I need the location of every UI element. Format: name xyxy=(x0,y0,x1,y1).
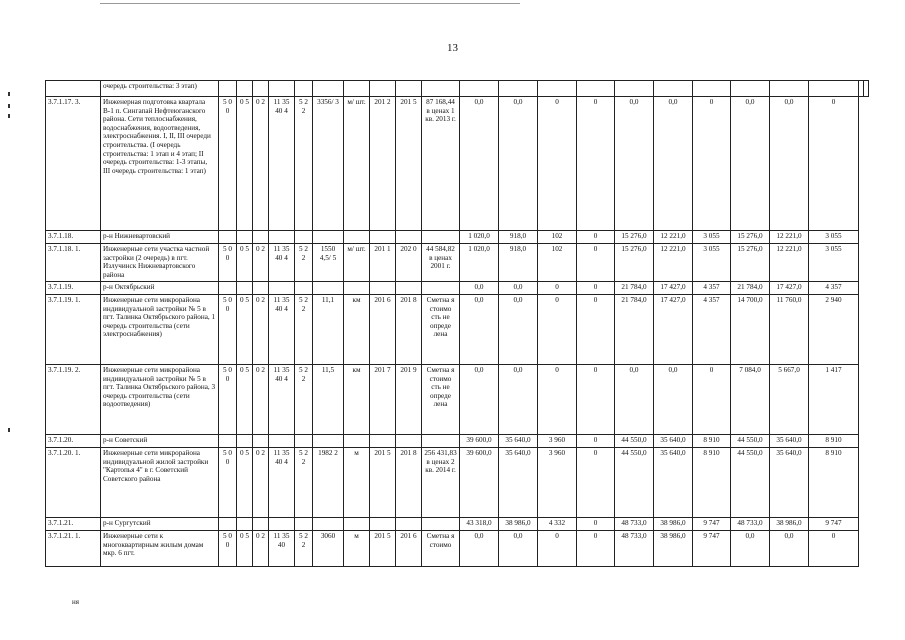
table-cell: 14 700,0 xyxy=(731,295,770,365)
table-cell: Сметна я стоимо сть не опреде лена xyxy=(422,365,460,435)
table-cell xyxy=(313,435,344,448)
table-cell: 0 xyxy=(577,365,615,435)
table-cell xyxy=(370,435,396,448)
table-cell: 5 2 2 xyxy=(295,531,313,567)
table-cell xyxy=(313,231,344,244)
table-cell: м/ шт. xyxy=(344,97,370,231)
table-cell: 11 35 40 xyxy=(269,531,295,567)
table-cell xyxy=(269,231,295,244)
table-cell xyxy=(396,81,422,97)
table-cell xyxy=(370,81,396,97)
table-cell: 2 940 xyxy=(809,295,859,365)
table-row xyxy=(46,295,869,365)
table-cell: 918,0 xyxy=(499,244,538,282)
row-name-cell: р-н Сургутский xyxy=(101,518,219,531)
table-cell xyxy=(422,81,460,97)
table-cell: 0 xyxy=(538,295,577,365)
table-cell xyxy=(237,81,253,97)
table-cell: 0,0 xyxy=(499,531,538,567)
table-cell xyxy=(396,435,422,448)
table-cell: 8 910 xyxy=(809,435,859,448)
table-cell: 102 xyxy=(538,231,577,244)
table-cell: 0 xyxy=(577,282,615,295)
table-cell: 201 8 xyxy=(396,448,422,518)
table-cell: 1982 2 xyxy=(313,448,344,518)
table-cell: 0 xyxy=(809,97,859,231)
table-cell: 48 733,0 xyxy=(731,518,770,531)
table-cell: 35 640,0 xyxy=(499,448,538,518)
table-cell: 102 xyxy=(538,244,577,282)
table-cell xyxy=(654,81,693,97)
table-row xyxy=(46,244,869,282)
table-cell: 35 640,0 xyxy=(654,435,693,448)
table-cell: 8 910 xyxy=(693,435,731,448)
row-code-cell: 3.7.1.18. xyxy=(46,231,101,244)
table-row xyxy=(46,518,869,531)
table-cell: 35 640,0 xyxy=(770,448,809,518)
table-cell: 5 0 0 xyxy=(219,448,237,518)
table-cell: 1 020,0 xyxy=(460,244,499,282)
table-cell: 17 427,0 xyxy=(770,282,809,295)
table-cell: 3060 xyxy=(313,531,344,567)
row-code-cell: 3.7.1.19. xyxy=(46,282,101,295)
table-cell xyxy=(344,282,370,295)
table-cell: 0 xyxy=(577,295,615,365)
table-cell xyxy=(253,231,269,244)
table-cell: 5 2 2 xyxy=(295,244,313,282)
table-cell: км xyxy=(344,295,370,365)
table-cell: 0 2 xyxy=(253,244,269,282)
table-cell: 11 35 40 4 xyxy=(269,244,295,282)
table-cell: 44 584,82 в ценах 2001 г. xyxy=(422,244,460,282)
table-cell xyxy=(237,282,253,295)
table-cell: 201 9 xyxy=(396,365,422,435)
top-scan-rule xyxy=(100,3,520,4)
table-cell: 0 2 xyxy=(253,448,269,518)
table-cell: 1 020,0 xyxy=(460,231,499,244)
table-cell: 3 055 xyxy=(809,231,859,244)
table-cell: 38 986,0 xyxy=(499,518,538,531)
row-code-cell: 3.7.1.17. 3. xyxy=(46,97,101,231)
table-cell xyxy=(295,435,313,448)
table-cell xyxy=(219,435,237,448)
table-cell xyxy=(269,81,295,97)
table-row xyxy=(46,97,869,231)
table-cell: 256 431,83 в ценах 2 кв. 2014 г. xyxy=(422,448,460,518)
row-name-cell: Инженерные сети участка частной застройки (2 очередь) в пгт. Излучинск Нижневартовского района xyxy=(101,244,219,282)
table-cell: 0 5 xyxy=(237,244,253,282)
table-cell xyxy=(460,81,499,97)
table-cell: м xyxy=(344,531,370,567)
row-code-cell xyxy=(46,81,101,97)
table-cell xyxy=(269,282,295,295)
table-cell: 38 986,0 xyxy=(770,518,809,531)
table-cell: 0 2 xyxy=(253,295,269,365)
table-cell: 5 2 2 xyxy=(295,448,313,518)
table-cell: 87 168,44 в ценах 1 кв. 2013 г. xyxy=(422,97,460,231)
table-cell: 11 760,0 xyxy=(770,295,809,365)
table-cell: 8 910 xyxy=(809,448,859,518)
table-cell: 3 960 xyxy=(538,435,577,448)
table-cell: 5 0 0 xyxy=(219,97,237,231)
table-cell: 201 6 xyxy=(370,295,396,365)
table-cell: 0,0 xyxy=(460,365,499,435)
table-cell: 0,0 xyxy=(731,531,770,567)
row-code-cell: 3.7.1.19. 1. xyxy=(46,295,101,365)
table-cell: 201 2 xyxy=(370,97,396,231)
table-cell: 0,0 xyxy=(460,97,499,231)
table-cell: 4 357 xyxy=(693,282,731,295)
table-cell: 8 910 xyxy=(693,448,731,518)
table-cell xyxy=(295,81,313,97)
table-cell: Сметна я стоимо xyxy=(422,531,460,567)
table-cell: 0,0 xyxy=(770,531,809,567)
row-code-cell: 3.7.1.21. 1. xyxy=(46,531,101,567)
row-name-cell: очередь строительства: 3 этап) xyxy=(101,81,219,97)
table-cell: 1 417 xyxy=(809,365,859,435)
table-cell: 0,0 xyxy=(499,295,538,365)
table-cell xyxy=(253,282,269,295)
row-code-cell: 3.7.1.21. xyxy=(46,518,101,531)
table-cell: 0 xyxy=(577,435,615,448)
row-code-cell: 3.7.1.19. 2. xyxy=(46,365,101,435)
table-cell: 11 35 40 4 xyxy=(269,365,295,435)
table-cell xyxy=(269,518,295,531)
table-cell xyxy=(538,81,577,97)
table-cell: 0,0 xyxy=(499,97,538,231)
table-cell: 918,0 xyxy=(499,231,538,244)
table-cell: 0 xyxy=(538,365,577,435)
table-cell: 15 276,0 xyxy=(731,231,770,244)
table-cell: 0,0 xyxy=(654,365,693,435)
table-cell: 21 784,0 xyxy=(615,282,654,295)
table-cell: 201 5 xyxy=(370,448,396,518)
table-cell: м xyxy=(344,448,370,518)
row-name-cell: р-н Нижневартовский xyxy=(101,231,219,244)
table-cell xyxy=(344,81,370,97)
table-cell: 3 055 xyxy=(693,244,731,282)
table-cell: 201 8 xyxy=(396,295,422,365)
table-cell xyxy=(295,282,313,295)
table-cell xyxy=(344,518,370,531)
table-cell xyxy=(295,231,313,244)
table-cell xyxy=(313,518,344,531)
table-cell xyxy=(219,282,237,295)
table-cell: 5 0 0 xyxy=(219,295,237,365)
table-cell: 4 357 xyxy=(809,282,859,295)
table-cell: 9 747 xyxy=(693,518,731,531)
table-cell: 44 550,0 xyxy=(615,435,654,448)
table-cell xyxy=(615,81,654,97)
table-cell: 201 6 xyxy=(396,531,422,567)
table-cell: 0,0 xyxy=(460,282,499,295)
table-cell xyxy=(295,518,313,531)
table-cell: 38 986,0 xyxy=(654,518,693,531)
table-cell xyxy=(219,81,237,97)
row-name-cell: Инженерные сети микрорайона индивидуальной жилой застройки "Картопья 4" в г. Советский Советского района xyxy=(101,448,219,518)
table-cell xyxy=(422,518,460,531)
table-cell xyxy=(253,81,269,97)
table-cell: 11,5 xyxy=(313,365,344,435)
table-cell: 0 xyxy=(693,365,731,435)
table-cell: 43 318,0 xyxy=(460,518,499,531)
table-row xyxy=(46,231,869,244)
row-name-cell: Инженерная подготовка квартала В-1 п. Сингапай Нефтеюганского района. Сети теплоснабжения, водоснабжения, водоотведения, электроснабжения. I, II, III очереди строительства. (I очередь строительства: 1 этап и 4 этап; II очередь строительства: 1-3 этапы, III очередь строительства: 1 этап) xyxy=(101,97,219,231)
table-cell xyxy=(396,518,422,531)
table-row xyxy=(46,282,869,295)
table-row xyxy=(46,81,869,97)
table-cell: 0 xyxy=(538,97,577,231)
table-cell: 0 5 xyxy=(237,531,253,567)
table-cell: 21 784,0 xyxy=(615,295,654,365)
table-cell: 5 2 2 xyxy=(295,97,313,231)
table-cell xyxy=(237,435,253,448)
table-cell: 0,0 xyxy=(460,531,499,567)
table-cell: 4 357 xyxy=(693,295,731,365)
table-cell xyxy=(370,231,396,244)
table-cell: 0 xyxy=(693,97,731,231)
table-cell: 0,0 xyxy=(499,282,538,295)
table-row xyxy=(46,531,869,567)
table-cell: км xyxy=(344,365,370,435)
table-cell: 35 640,0 xyxy=(770,435,809,448)
table-cell: 0 2 xyxy=(253,365,269,435)
table-cell: 5 2 2 xyxy=(295,365,313,435)
margin-mark xyxy=(8,92,10,96)
table-cell xyxy=(313,81,344,97)
table-cell: 0,0 xyxy=(731,97,770,231)
table-cell: 3 055 xyxy=(809,244,859,282)
table-cell: 44 550,0 xyxy=(731,448,770,518)
table-cell xyxy=(370,518,396,531)
table-cell: 0 5 xyxy=(237,295,253,365)
table-cell xyxy=(693,81,731,97)
table-cell xyxy=(731,81,770,97)
table-cell: 0,0 xyxy=(499,365,538,435)
table-cell xyxy=(864,81,869,97)
table-cell: 0 xyxy=(577,231,615,244)
table-cell: 201 5 xyxy=(370,531,396,567)
table-cell: 1550 4,5/ 5 xyxy=(313,244,344,282)
table-cell: 39 600,0 xyxy=(460,435,499,448)
table-cell: 48 733,0 xyxy=(615,518,654,531)
table-cell xyxy=(577,81,615,97)
table-cell: 5 0 0 xyxy=(219,531,237,567)
table-cell: 5 2 2 xyxy=(295,295,313,365)
table-cell: 0,0 xyxy=(770,97,809,231)
table-cell xyxy=(422,435,460,448)
table-cell: 201 1 xyxy=(370,244,396,282)
table-cell: 9 747 xyxy=(809,518,859,531)
table-row xyxy=(46,435,869,448)
table-cell: 5 0 0 xyxy=(219,365,237,435)
row-code-cell: 3.7.1.20. xyxy=(46,435,101,448)
table-cell xyxy=(344,231,370,244)
table-cell: 3 960 xyxy=(538,448,577,518)
row-code-cell: 3.7.1.20. 1. xyxy=(46,448,101,518)
investment-table xyxy=(45,80,869,567)
table-cell: 44 550,0 xyxy=(615,448,654,518)
table-cell: 15 276,0 xyxy=(615,231,654,244)
table-cell: 0,0 xyxy=(460,295,499,365)
table-cell: 12 221,0 xyxy=(654,231,693,244)
table-cell: 202 0 xyxy=(396,244,422,282)
table-row xyxy=(46,448,869,518)
table-cell: 7 084,0 xyxy=(731,365,770,435)
table-cell: 15 276,0 xyxy=(731,244,770,282)
table-cell: 0,0 xyxy=(615,97,654,231)
table-cell xyxy=(422,231,460,244)
table-cell: 39 600,0 xyxy=(460,448,499,518)
table-cell: 35 640,0 xyxy=(499,435,538,448)
table-cell: 17 427,0 xyxy=(654,282,693,295)
table-cell: 11 35 40 4 xyxy=(269,295,295,365)
table-cell: 0 5 xyxy=(237,448,253,518)
table-cell xyxy=(809,81,859,97)
table-row xyxy=(46,365,869,435)
table-cell xyxy=(396,282,422,295)
table-cell: м/ шт. xyxy=(344,244,370,282)
table-cell: 48 733,0 xyxy=(615,531,654,567)
table-cell: 4 332 xyxy=(538,518,577,531)
row-code-cell: 3.7.1.18. 1. xyxy=(46,244,101,282)
row-name-cell: Инженерные сети микрорайона индивидуальной застройки № 5 в пгт. Талинка Октябрьского района, 1 очередь строительства (сети электроснабжения) xyxy=(101,295,219,365)
table-cell: 3356/ 3 xyxy=(313,97,344,231)
row-name-cell: Инженерные сети к многоквартирным жилым домам мкр. 6 пгт. xyxy=(101,531,219,567)
table-cell xyxy=(253,518,269,531)
table-cell xyxy=(269,435,295,448)
row-name-cell: р-н Советский xyxy=(101,435,219,448)
table-cell: 0,0 xyxy=(615,365,654,435)
table-cell xyxy=(370,282,396,295)
table-cell xyxy=(770,81,809,97)
table-cell: 0 2 xyxy=(253,531,269,567)
margin-mark xyxy=(8,428,10,432)
margin-mark xyxy=(8,114,10,118)
table-cell: Сметна я стоимо сть не опреде лена xyxy=(422,295,460,365)
table-cell: 17 427,0 xyxy=(654,295,693,365)
table-cell: 12 221,0 xyxy=(770,231,809,244)
table-cell: 0 2 xyxy=(253,97,269,231)
table-cell: 5 667,0 xyxy=(770,365,809,435)
table-cell: 35 640,0 xyxy=(654,448,693,518)
table-cell xyxy=(344,435,370,448)
table-cell: 0 xyxy=(538,531,577,567)
table-cell: 0 5 xyxy=(237,365,253,435)
table-cell: 201 5 xyxy=(396,97,422,231)
table-cell: 21 784,0 xyxy=(731,282,770,295)
table-cell: 9 747 xyxy=(693,531,731,567)
page-number: 13 xyxy=(447,42,458,54)
table-cell xyxy=(237,231,253,244)
table-cell: 0 xyxy=(577,448,615,518)
table-cell: 11 35 40 4 xyxy=(269,448,295,518)
table-cell xyxy=(237,518,253,531)
table-cell: 201 7 xyxy=(370,365,396,435)
table-cell: 12 221,0 xyxy=(654,244,693,282)
table-cell: 0 xyxy=(577,244,615,282)
table-cell: 5 0 0 xyxy=(219,244,237,282)
table-cell xyxy=(422,282,460,295)
table-cell: 11 35 40 4 xyxy=(269,97,295,231)
table-cell: 0 xyxy=(809,531,859,567)
table-cell: 0 xyxy=(577,97,615,231)
table-cell xyxy=(396,231,422,244)
table-cell: 0,0 xyxy=(654,97,693,231)
table-cell: 38 986,0 xyxy=(654,531,693,567)
table-cell: 0 5 xyxy=(237,97,253,231)
table-cell: 11,1 xyxy=(313,295,344,365)
table-cell xyxy=(313,282,344,295)
table-cell: 3 055 xyxy=(693,231,731,244)
row-name-cell: Инженерные сети микрорайона индивидуальной застройки № 5 в пгт. Талинка Октябрьского района, 3 очередь строительства (сети водоотведения) xyxy=(101,365,219,435)
table-cell xyxy=(219,518,237,531)
table-cell: 15 276,0 xyxy=(615,244,654,282)
table-cell: 0 xyxy=(538,282,577,295)
table-cell xyxy=(499,81,538,97)
table-cell xyxy=(219,231,237,244)
margin-mark xyxy=(8,104,10,108)
footer-text: ня xyxy=(72,598,79,606)
row-name-cell: р-н Октябрьский xyxy=(101,282,219,295)
table-cell: 12 221,0 xyxy=(770,244,809,282)
table-cell: 44 550,0 xyxy=(731,435,770,448)
table-cell xyxy=(253,435,269,448)
table-cell: 0 xyxy=(577,531,615,567)
table-cell: 0 xyxy=(577,518,615,531)
